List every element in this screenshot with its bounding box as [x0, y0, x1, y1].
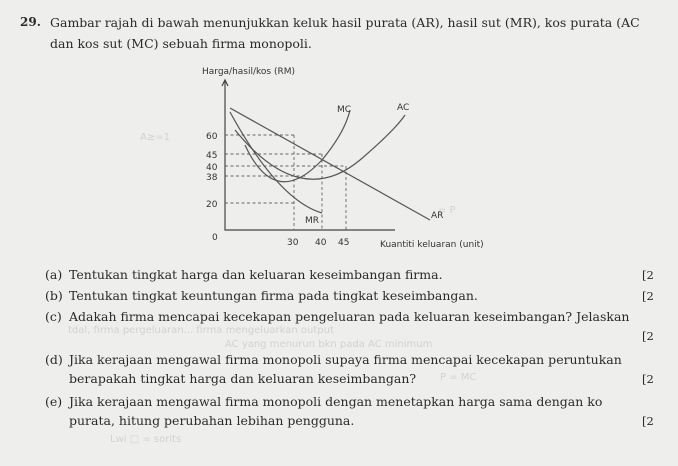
x-axis-label: Kuantiti keluaran (unit) — [380, 240, 484, 250]
pencil-scribble: = P — [438, 205, 456, 216]
x-tick-30: 30 — [287, 238, 299, 248]
monopoly-graph — [190, 60, 520, 260]
part-label: (c) — [45, 309, 62, 324]
mc-label: MC — [337, 105, 352, 115]
y-tick-38: 38 — [206, 173, 218, 183]
y-axis-label: Harga/hasil/kos (RM) — [202, 67, 296, 77]
part-label: (d) — [45, 352, 63, 367]
part-label: (a) — [45, 267, 63, 282]
part-text: Tentukan tingkat keuntungan firma pada tingkat keseimbangan. — [69, 288, 478, 303]
part-d — [45, 352, 622, 367]
part-label: (b) — [45, 288, 63, 303]
part-text: Tentukan tingkat harga dan keluaran keseimbangan firma. — [69, 267, 443, 282]
y-tick-40: 40 — [206, 163, 218, 173]
part-c-mark: [2 — [642, 329, 654, 343]
part-b-mark: [2 — [642, 289, 654, 303]
ar-label: AR — [431, 211, 444, 221]
x-tick-45: 45 — [338, 238, 350, 248]
part-a — [45, 267, 443, 282]
question-text-line-1: Gambar rajah di bawah menunjukkan keluk hasil purata (AR), hasil sut (MR), kos purata (AC — [50, 15, 640, 30]
x-tick-40: 40 — [315, 238, 327, 248]
part-text: berapakah tingkat harga dan keluaran keseimbangan? — [69, 371, 417, 386]
part-text: Jika kerajaan mengawal firma monopoli supaya firma mencapai kecekapan peruntukan — [69, 352, 622, 367]
part-e — [45, 394, 602, 409]
origin-label: 0 — [212, 233, 218, 243]
mr-label: MR — [305, 216, 320, 226]
y-tick-45: 45 — [206, 151, 218, 161]
y-tick-60: 60 — [206, 132, 218, 142]
part-text: purata, hitung perubahan lebihan pengguna. — [69, 413, 355, 428]
part-d-mark: [2 — [642, 372, 654, 386]
part-text: Jika kerajaan mengawal firma monopoli dengan menetapkan harga sama dengan ko — [69, 394, 603, 409]
question-text-line-2: dan kos sut (MC) sebuah firma monopoli. — [50, 36, 312, 51]
pencil-scribble: Lwi □ = sorits — [110, 434, 182, 445]
pencil-scribble: P = MC — [440, 372, 477, 383]
y-tick-20: 20 — [206, 200, 218, 210]
mr-curve — [230, 112, 322, 213]
part-c — [45, 309, 629, 324]
part-text: Adakah firma mencapai kecekapan pengeluaran pada keluaran keseimbangan? Jelaskan — [69, 309, 630, 324]
part-b — [45, 288, 478, 303]
pencil-scribble: AC yang menurun bkn pada AC minimum — [225, 339, 433, 350]
part-e-continued — [45, 413, 354, 428]
part-a-mark: [2 — [642, 268, 654, 282]
ac-label: AC — [397, 103, 410, 113]
question-number: 29. — [20, 15, 41, 29]
pencil-scribble: tdal, firma pergeluaran... firma mengeluarkan output — [68, 325, 334, 336]
pencil-scribble: A≥=1 — [140, 132, 170, 143]
part-label: (e) — [45, 394, 63, 409]
part-d-continued — [45, 371, 416, 386]
part-e-mark: [2 — [642, 414, 654, 428]
